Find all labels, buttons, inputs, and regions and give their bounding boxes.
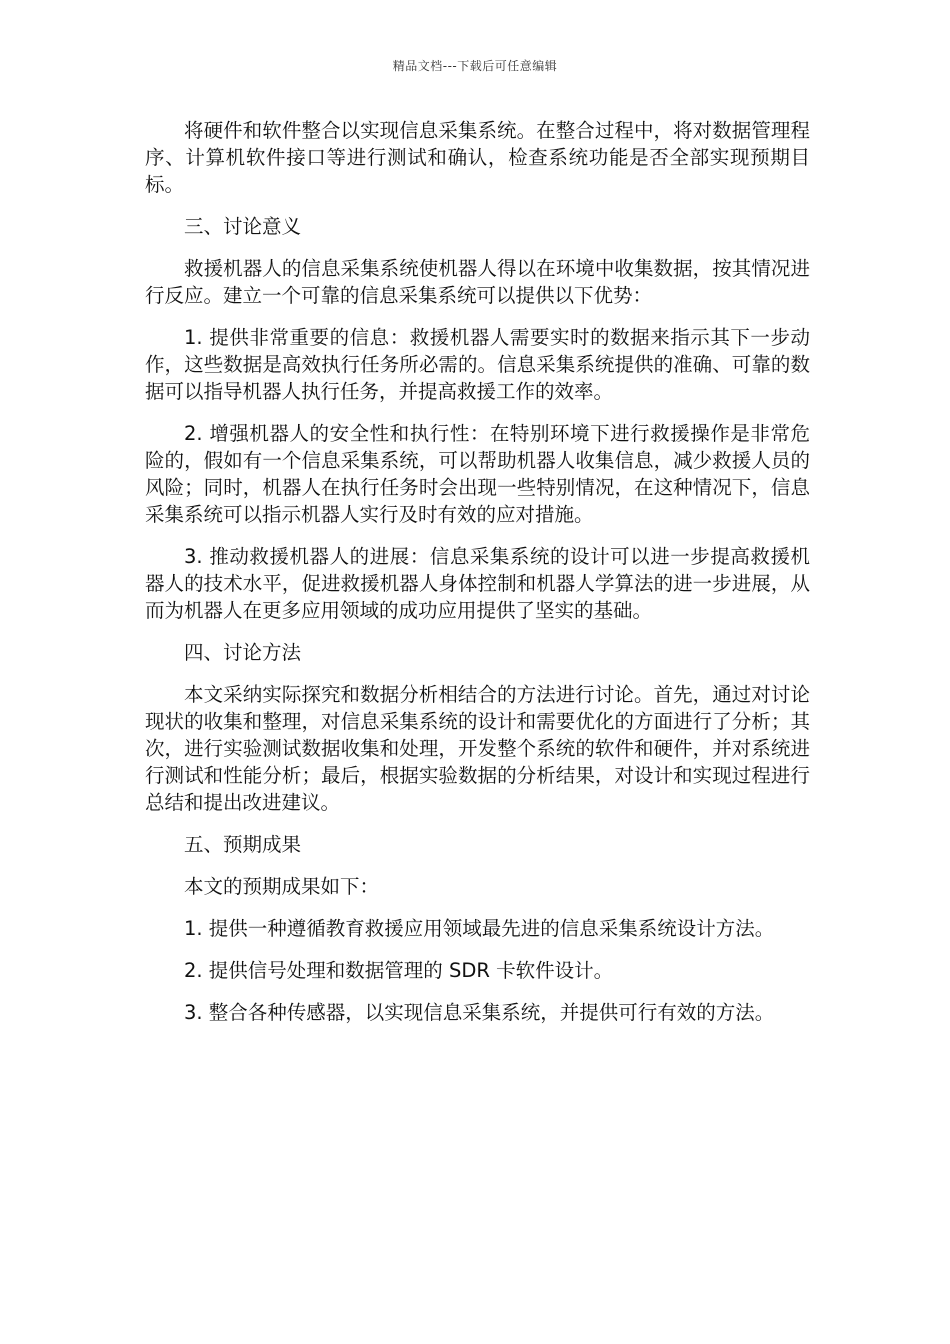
result-item-1: 1. 提供一种遵循教育救援应用领域最先进的信息采集系统设计方法。 (184, 917, 775, 940)
paragraph-significance-intro: 救援机器人的信息采集系统使机器人得以在环境中收集数据，按其情况进行反应。建立一个可靠的信息采集系统可以提供以下优势： (145, 257, 810, 307)
section-heading-significance: 三、讨论意义 (184, 215, 302, 238)
result-item-2: 2. 提供信号处理和数据管理的 SDR 卡软件设计。 (184, 959, 614, 982)
page-header: 精品文档---下载后可任意编辑 (392, 59, 558, 73)
paragraph-results-intro: 本文的预期成果如下： (184, 875, 380, 898)
paragraph-advantage-1: 1. 提供非常重要的信息：救援机器人需要实时的数据来指示其下一步动作，这些数据是高效执行任务所必需的。信息采集系统提供的准确、可靠的数据可以指导机器人执行任务，并提高救援工作的效率。 (145, 326, 810, 403)
paragraph-integration: 将硬件和软件整合以实现信息采集系统。在整合过程中，将对数据管理程序、计算机软件接口等进行测试和确认，检查系统功能是否全部实现预期目标。 (145, 119, 810, 196)
paragraph-advantage-3: 3. 推动救援机器人的进展：信息采集系统的设计可以进一步提高救援机器人的技术水平，促进救援机器人身体控制和机器人学算法的进一步进展，从而为机器人在更多应用领域的成功应用提供了坚实的基础。 (145, 545, 810, 622)
section-heading-method: 四、讨论方法 (184, 641, 302, 664)
paragraph-method: 本文采纳实际探究和数据分析相结合的方法进行讨论。首先，通过对讨论现状的收集和整理，对信息采集系统的设计和需要优化的方面进行了分析；其次，进行实验测试数据收集和处理，开发整个系统的软件和硬件，并对系统进行测试和性能分析；最后，根据实验数据的分析结果，对设计和实现过程进行总结和提出改进建议。 (145, 683, 810, 814)
document-body (145, 117, 810, 1041)
paragraph-advantage-2: 2. 增强机器人的安全性和执行性：在特别环境下进行救援操作是非常危险的，假如有一个信息采集系统，可以帮助机器人收集信息，减少救援人员的风险；同时，机器人在执行任务时会出现一些特别情况，在这种情况下，信息采集系统可以指示机器人实行及时有效的应对措施。 (145, 422, 810, 526)
section-heading-results: 五、预期成果 (184, 833, 302, 856)
result-item-3: 3. 整合各种传感器，以实现信息采集系统，并提供可行有效的方法。 (184, 1001, 775, 1024)
